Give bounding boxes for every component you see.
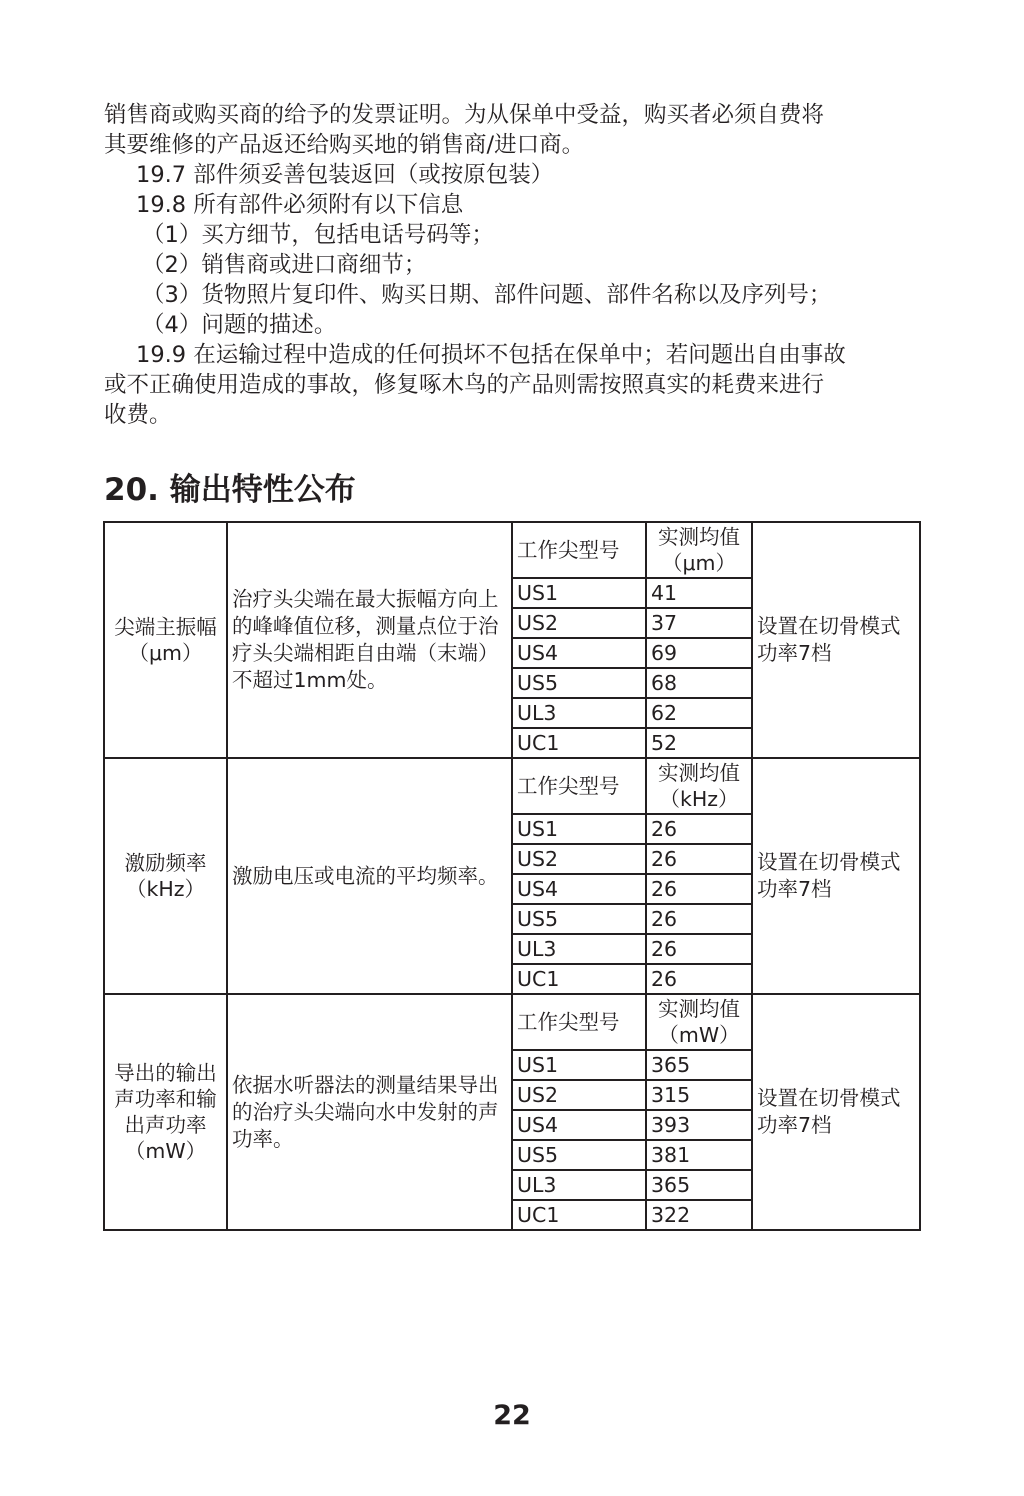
parameter-label — [104, 758, 227, 994]
measured-value-cell: 37 — [646, 608, 752, 638]
tip-model-cell: UL3 — [512, 1170, 646, 1200]
measured-value-cell: 393 — [646, 1110, 752, 1140]
parameter-name: 尖端主振幅 — [114, 615, 217, 639]
parameter-description: 治疗头尖端在最大振幅方向上的峰峰值位移，测量点位于治疗头尖端相距自由端（末端）不超过1mm处。 — [227, 522, 512, 758]
tip-model-cell: UC1 — [512, 1200, 646, 1230]
output-characteristics-table — [103, 521, 921, 1231]
measured-value-cell: 26 — [646, 934, 752, 964]
tip-model-cell: UL3 — [512, 934, 646, 964]
page-number: 22 — [493, 1400, 531, 1431]
measured-mean-header — [646, 522, 752, 578]
clause-19-9-continued: 收费。 — [104, 402, 172, 428]
measured-value-cell: 26 — [646, 844, 752, 874]
tip-model-cell: US2 — [512, 844, 646, 874]
tip-model-cell: US5 — [512, 904, 646, 934]
measured-mean-unit: （mW） — [658, 1023, 740, 1047]
measured-value-cell: 26 — [646, 964, 752, 994]
parameter-unit: （mW） — [124, 1139, 207, 1163]
table-section-header-row — [104, 522, 920, 578]
parameter-label — [104, 994, 227, 1230]
test-condition-note: 设置在切骨模式功率7档 — [752, 758, 920, 994]
tip-model-cell: UC1 — [512, 964, 646, 994]
parameter-unit: （kHz） — [125, 877, 206, 901]
tip-model-cell: US5 — [512, 668, 646, 698]
measured-value-cell: 365 — [646, 1050, 752, 1080]
tip-model-header: 工作尖型号 — [512, 994, 646, 1050]
table-section-header-row — [104, 758, 920, 814]
measured-value-cell: 26 — [646, 904, 752, 934]
measured-value-cell: 41 — [646, 578, 752, 608]
measured-value-cell: 26 — [646, 874, 752, 904]
measured-value-cell: 365 — [646, 1170, 752, 1200]
intro-line: 其要维修的产品返还给购买地的销售商/进口商。 — [104, 132, 585, 158]
measured-mean-unit: （kHz） — [659, 787, 739, 811]
test-condition-note: 设置在切骨模式功率7档 — [752, 522, 920, 758]
tip-model-cell: UL3 — [512, 698, 646, 728]
clause-19-8-item: （4）问题的描述。 — [142, 312, 337, 338]
measured-value-cell: 62 — [646, 698, 752, 728]
measured-value-cell: 26 — [646, 814, 752, 844]
measured-mean-header — [646, 994, 752, 1050]
clause-19-9: 19.9 在运输过程中造成的任何损坏不包括在保单中；若问题出自由事故 — [136, 342, 846, 368]
measured-value-cell: 322 — [646, 1200, 752, 1230]
parameter-label — [104, 522, 227, 758]
tip-model-cell: US1 — [512, 1050, 646, 1080]
parameter-name: 激励频率 — [124, 851, 207, 875]
tip-model-cell: US2 — [512, 1080, 646, 1110]
clause-19-8-item: （1）买方细节，包括电话号码等； — [142, 222, 494, 248]
measured-value-cell: 381 — [646, 1140, 752, 1170]
parameter-unit: （μm） — [128, 641, 203, 665]
intro-line: 销售商或购买商的给予的发票证明。为从保单中受益，购买者必须自费将 — [104, 102, 825, 128]
clause-19-9-continued: 或不正确使用造成的事故，修复啄木鸟的产品则需按照真实的耗费来进行 — [104, 372, 825, 398]
table-section-header-row — [104, 994, 920, 1050]
clause-19-8-item: （3）货物照片复印件、购买日期、部件问题、部件名称以及序列号； — [142, 282, 832, 308]
tip-model-cell: US4 — [512, 874, 646, 904]
tip-model-cell: US1 — [512, 578, 646, 608]
tip-model-cell: US2 — [512, 608, 646, 638]
test-condition-note: 设置在切骨模式功率7档 — [752, 994, 920, 1230]
clause-19-7: 19.7 部件须妥善包装返回（或按原包装） — [136, 162, 554, 188]
section-title: 20. 输出特性公布 — [104, 472, 356, 508]
measured-mean-label: 实测均值 — [658, 761, 740, 785]
clause-19-8: 19.8 所有部件必须附有以下信息 — [136, 192, 464, 218]
measured-value-cell: 69 — [646, 638, 752, 668]
tip-model-cell: US5 — [512, 1140, 646, 1170]
parameter-description: 激励电压或电流的平均频率。 — [227, 758, 512, 994]
tip-model-header: 工作尖型号 — [512, 758, 646, 814]
measured-mean-label: 实测均值 — [658, 525, 740, 549]
measured-mean-unit: （μm） — [661, 551, 736, 575]
tip-model-cell: US4 — [512, 1110, 646, 1140]
tip-model-cell: US4 — [512, 638, 646, 668]
measured-mean-header — [646, 758, 752, 814]
measured-value-cell: 315 — [646, 1080, 752, 1110]
clause-19-8-item: （2）销售商或进口商细节； — [142, 252, 427, 278]
measured-mean-label: 实测均值 — [658, 997, 740, 1021]
measured-value-cell: 68 — [646, 668, 752, 698]
parameter-name: 导出的输出声功率和输出声功率 — [114, 1061, 217, 1137]
tip-model-cell: UC1 — [512, 728, 646, 758]
measured-value-cell: 52 — [646, 728, 752, 758]
tip-model-cell: US1 — [512, 814, 646, 844]
parameter-description: 依据水听器法的测量结果导出的治疗头尖端向水中发射的声功率。 — [227, 994, 512, 1230]
warranty-text — [104, 100, 924, 430]
tip-model-header: 工作尖型号 — [512, 522, 646, 578]
